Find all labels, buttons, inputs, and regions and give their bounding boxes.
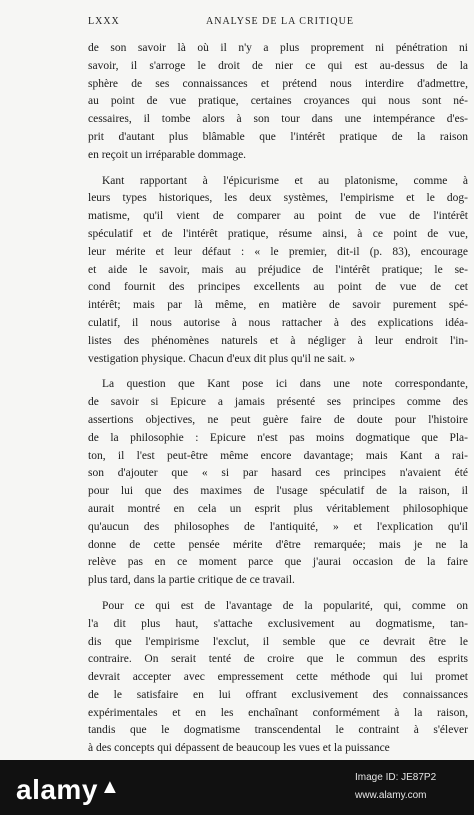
text-line: de la philosophie : Epicure n'est pas moins dogmatique que Pla- (88, 431, 468, 444)
body-text (88, 40, 468, 758)
image-id-label: Image ID: JE87P2 (355, 772, 437, 783)
text-line: Pour ce qui est de l'avantage de la popularité, qui, comme on (102, 599, 468, 612)
text-line: son d'ajouter que « si par hasard ces principes n'avaient été (88, 467, 468, 480)
text-line: matisme, qu'il vient de comparer au point de vue de l'intérêt (88, 210, 468, 223)
alamy-logo: alamy (16, 774, 98, 805)
page-number: LXXX (88, 16, 120, 27)
text-line: assertions objectives, ne peut guère faire de doute pour l'histoire (88, 413, 468, 426)
text-line: en reçoit un irréparable dommage. (88, 148, 247, 161)
alamy-logo-icon: ▲ (100, 776, 120, 798)
text-line: listes des phénomènes naturels et à négliger à leur endroit l'in- (88, 334, 468, 347)
text-line: culatif, il nous autorise à nous rattacher à des explications idéa- (88, 316, 468, 329)
text-line: contraire. On serait tenté de croire que le commun des esprits (88, 653, 468, 666)
paragraph (88, 173, 468, 369)
text-line: pour lui que des maximes de l'usage spéculatif de la raison, il (88, 485, 468, 498)
site-url-label: www.alamy.com (355, 790, 427, 801)
page-header (88, 16, 468, 30)
text-line: leurs types historiques, les deux systèmes, l'empirisme et le dog- (88, 192, 468, 205)
text-line: et aide le savoir, mais au préjudice de l'intérêt pratique; le se- (88, 263, 468, 276)
text-line: dis que l'empirisme l'exclut, il semble que ce devrait être le (88, 635, 468, 648)
text-line: de son savoir là où il n'y a plus proprement ni pénétration ni (88, 42, 468, 54)
paragraph (88, 598, 468, 758)
paragraph (88, 40, 468, 165)
text-line: l'a dit plus haut, s'attache exclusivement au dogmatisme, tan- (88, 617, 468, 630)
paragraph-gap (88, 590, 468, 598)
text-line: relève pas en ce moment parce que j'aurai occasion de la faire (88, 556, 468, 569)
text-line: intérêt; mais par là même, en matière de savoir purement spé- (88, 299, 468, 312)
text-line: La question que Kant pose ici dans une note correspondante, (102, 378, 468, 391)
text-line: ton, il l'est peut-être même encore davantage; mais Kant a rai- (88, 449, 468, 462)
text-line: à des concepts qui dépassent de beaucoup les vues et la puissance (88, 742, 390, 755)
text-line: donne de cette pensée mérite d'être remarquée; mais je ne la (88, 538, 468, 551)
text-line: savoir, il s'arroge le droit de nier ce qui est au-dessus de la (88, 59, 468, 72)
text-line: de savoir si Epicure a jamais présenté ses principes comme des (88, 396, 468, 409)
text-line: vestigation physique. Chacun d'eux dit plus qu'il ne sait. » (88, 352, 356, 365)
watermark-banner (0, 760, 474, 815)
text-line: spéculatif et de l'intérêt pratique, résume ainsi, à ce point de vue, (88, 227, 468, 240)
text-line: de le satisfaire en lui offrant exclusivement des connaissances (88, 688, 468, 701)
text-line: devrait accepter avec empressement cette méthode qui lui promet (88, 671, 468, 684)
text-line: au point de vue pratique, certaines croyances qui nous sont né- (88, 95, 468, 108)
text-line: plus tard, dans la partie critique de ce travail. (88, 574, 295, 587)
text-line: prit d'autant plus blâmable que l'intérêt pratique de la raison (88, 130, 468, 143)
text-line: tandis que le dogmatisme transcendental le contraint à s'élever (88, 724, 468, 737)
text-line: expérimentales et en les enchaînant conformément à la raison, (88, 706, 468, 719)
text-line: cond fournit des principes excellents au point de vue de cet (88, 281, 468, 294)
text-line: cessaires, il tombe alors à son tour dans une intempérance d'es- (88, 113, 468, 126)
text-line: qu'aucun des philosophes de l'antiquité, » et l'explication qu'il (88, 520, 468, 533)
text-line: leur mérite et leur défaut : « le premier, dit-il (p. 83), encourage (88, 245, 468, 258)
text-line: Kant rapportant à l'épicurisme et au platonisme, comme à (102, 174, 468, 187)
text-line: aurait montré en cela un esprit plus véritablement philosophique (88, 502, 468, 515)
paragraph (88, 376, 468, 590)
paragraph-gap (88, 368, 468, 376)
running-title: ANALYSE DE LA CRITIQUE (206, 16, 354, 27)
paragraph-gap (88, 165, 468, 173)
text-line: sphère de ses connaissances et prétend nous interdire d'admettre, (88, 77, 468, 90)
